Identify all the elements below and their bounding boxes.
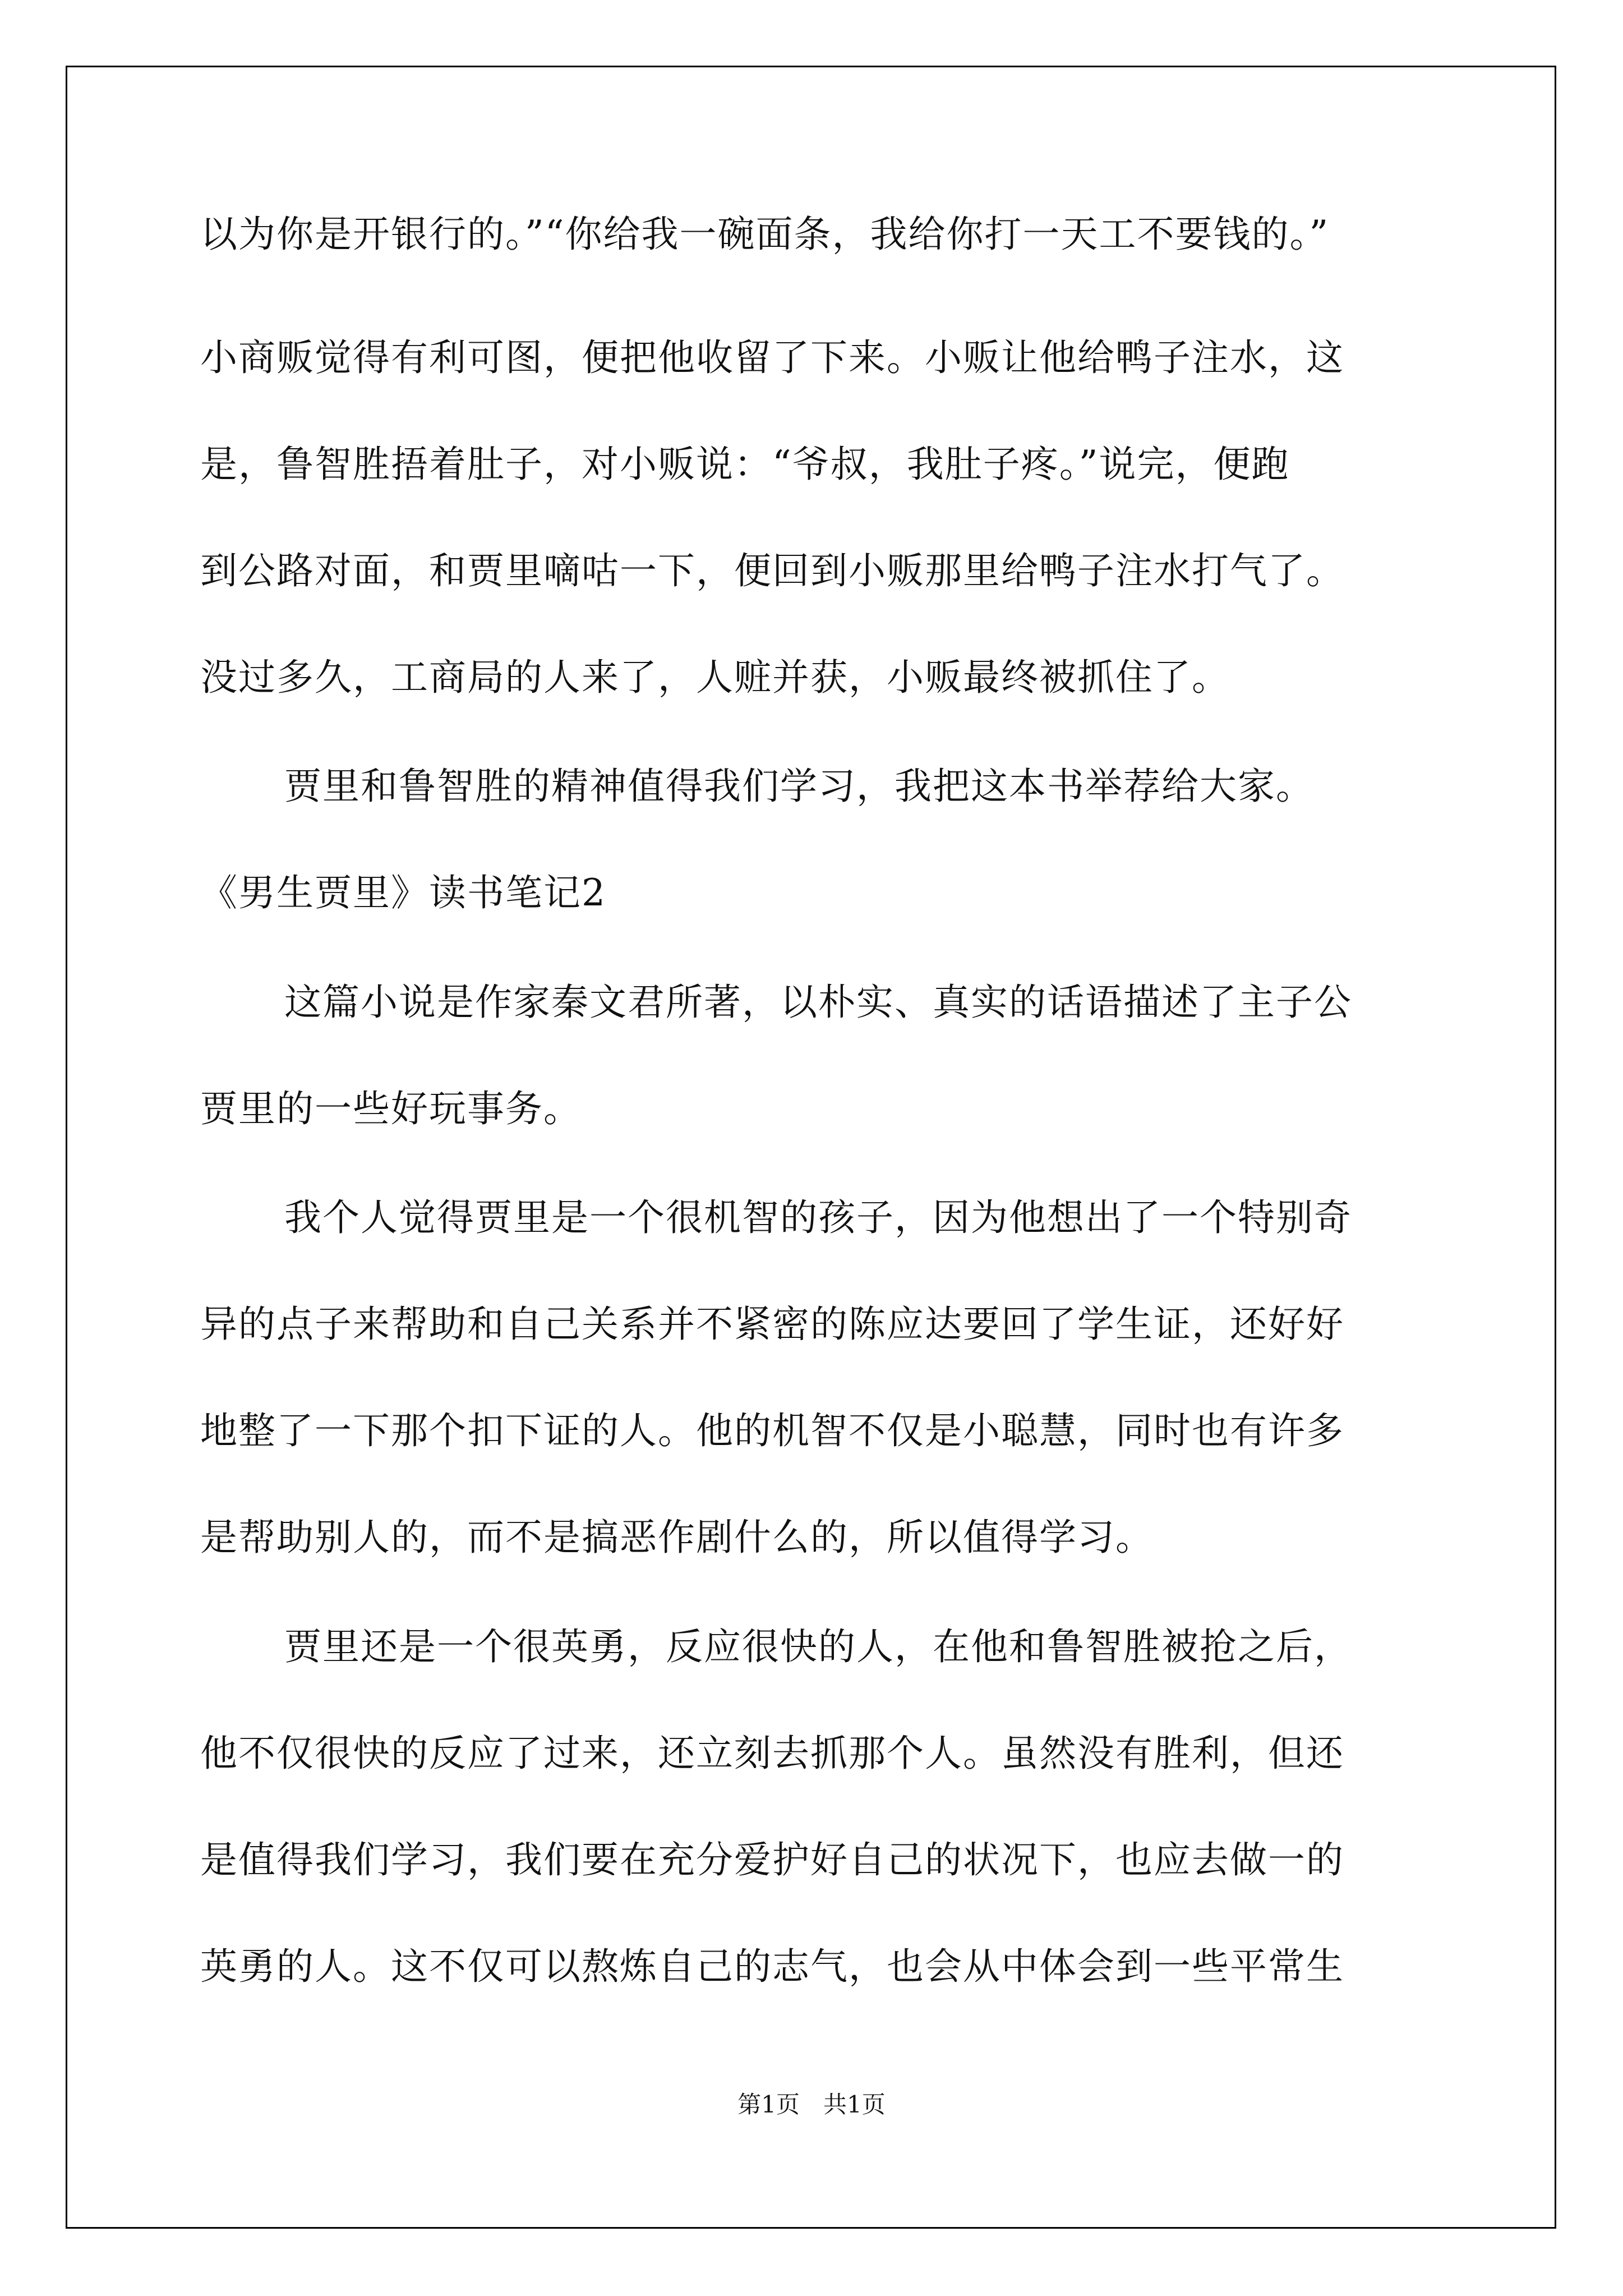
text-line: 地整了一下那个扣下证的人。他的机智不仅是小聪慧，同时也有许多 xyxy=(200,1409,1344,1452)
text-line: 没过多久，工商局的人来了，人赃并获，小贩最终被抓住了。 xyxy=(200,656,1230,699)
text-line: 英勇的人。这不仅可以熬炼自己的志气，也会从中体会到一些平常生 xyxy=(200,1945,1344,1988)
text-line: 贾里的一些好玩事务。 xyxy=(200,1087,582,1130)
page-border xyxy=(66,66,1556,2229)
text-line: 他不仅很快的反应了过来，还立刻去抓那个人。虽然没有胜利，但还 xyxy=(200,1732,1344,1775)
paragraph-line: 这篇小说是作家秦文君所著，以朴实、真实的话语描述了主子公 xyxy=(284,981,1352,1024)
text-line: 是，鲁智胜捂着肚子，对小贩说：“爷叔，我肚子疼。”说完，便跑 xyxy=(200,443,1290,486)
text-line: 小商贩觉得有利可图，便把他收留了下来。小贩让他给鸭子注水，这 xyxy=(200,336,1344,379)
paragraph-line: 贾里还是一个很英勇，反应很快的人，在他和鲁智胜被抢之后， xyxy=(284,1625,1352,1668)
page-footer: 第1页 共1页 xyxy=(737,2091,886,2118)
section-heading: 《男生贾里》读书笔记2 xyxy=(200,871,606,914)
text-line: 异的点子来帮助和自己关系并不紧密的陈应达要回了学生证，还好好 xyxy=(200,1303,1344,1346)
paragraph-line: 我个人觉得贾里是一个很机智的孩子，因为他想出了一个特别奇 xyxy=(284,1196,1352,1239)
text-line: 以为你是开银行的。”“你给我一碗面条，我给你打一天工不要钱的。” xyxy=(200,213,1330,256)
text-line: 到公路对面，和贾里嘀咕一下，便回到小贩那里给鸭子注水打气了。 xyxy=(200,549,1344,592)
paragraph-line: 贾里和鲁智胜的精神值得我们学习，我把这本书举荐给大家。 xyxy=(284,765,1314,808)
text-line: 是帮助别人的，而不是搞恶作剧什么的，所以值得学习。 xyxy=(200,1516,1154,1559)
text-line: 是值得我们学习，我们要在充分爱护好自己的状况下，也应去做一的 xyxy=(200,1838,1344,1881)
